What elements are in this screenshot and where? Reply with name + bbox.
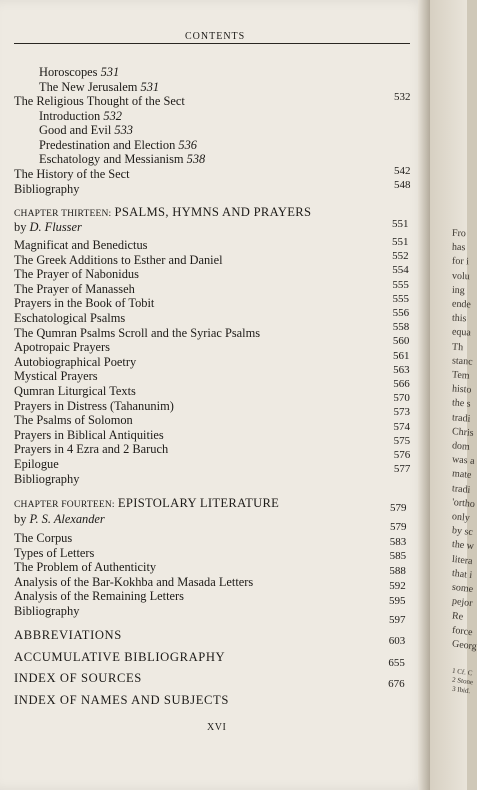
chapter-author: by P. S. Alexander bbox=[14, 512, 105, 526]
facing-page-fragment: litera bbox=[451, 553, 474, 567]
toc-entry: Bibliography bbox=[14, 182, 80, 196]
toc-entry: The Problem of Authenticity bbox=[14, 560, 157, 575]
facing-page bbox=[430, 0, 477, 790]
toc-entry: Mystical Prayers bbox=[14, 369, 98, 384]
facing-page-fragment: the s bbox=[451, 397, 471, 411]
facing-page-fragment: Fro bbox=[451, 227, 467, 240]
page-number: 551 bbox=[392, 236, 409, 248]
facing-page-fragment: ende bbox=[451, 298, 472, 311]
toc-entry: The Corpus bbox=[14, 531, 73, 545]
page-number: 552 bbox=[392, 250, 409, 263]
page-number: 554 bbox=[392, 264, 409, 277]
page-number: 577 bbox=[393, 463, 411, 476]
facing-page-fragment: equa bbox=[451, 326, 472, 339]
page-number: 555 bbox=[392, 278, 409, 291]
facing-page-fragment: histo bbox=[451, 383, 472, 396]
page-number: 570 bbox=[393, 392, 410, 405]
page-number: 595 bbox=[389, 594, 406, 607]
toc-entry: The New Jerusalem 531 bbox=[39, 80, 160, 94]
toc-entry: Magnificat and Benedictus bbox=[14, 238, 148, 252]
toc-entry: The Religious Thought of the Sect bbox=[14, 94, 185, 108]
page-footer-number: XVI bbox=[207, 722, 227, 733]
facing-page-fragment: Chris bbox=[451, 425, 475, 439]
chapter-heading: CHAPTER THIRTEEN: PSALMS, HYMNS AND PRAYERS bbox=[14, 205, 312, 219]
facing-page-fragment: tradi bbox=[451, 482, 471, 496]
facing-page-fragment: was a bbox=[451, 454, 475, 468]
facing-page-fragment: force bbox=[451, 624, 474, 638]
page-number: 592 bbox=[389, 579, 406, 592]
facing-page-fragment: ing bbox=[451, 284, 466, 297]
facing-page-fragment: for i bbox=[451, 256, 470, 268]
toc-entry: The Prayer of Nabonidus bbox=[14, 267, 139, 282]
page-number: 566 bbox=[393, 378, 410, 390]
toc-entry: INDEX OF NAMES AND SUBJECTS bbox=[14, 692, 229, 707]
toc-entry: Prayers in Distress (Tahanunim) bbox=[14, 398, 174, 413]
page-number: 532 bbox=[394, 91, 411, 103]
facing-page-fragment: dom bbox=[451, 440, 471, 453]
facing-page-fragment: tradi bbox=[451, 411, 471, 425]
facing-page-fragment: 3 Ibid. bbox=[451, 684, 471, 696]
facing-page-fragment: by sc bbox=[451, 525, 474, 539]
page-number: 542 bbox=[394, 165, 411, 177]
facing-page-fragment: this bbox=[451, 312, 467, 325]
page-number: 573 bbox=[393, 406, 410, 419]
toc-entry: INDEX OF SOURCES bbox=[14, 671, 142, 685]
page-number: 563 bbox=[393, 363, 410, 376]
toc-entry: Analysis of the Bar-Kokhba and Masada Letters bbox=[14, 574, 254, 589]
toc-entry: Apotropaic Prayers bbox=[14, 340, 110, 355]
facing-page-fragment: 1 Cf. C bbox=[451, 666, 473, 678]
page-number: 583 bbox=[389, 535, 407, 548]
page-number: 575 bbox=[393, 434, 411, 447]
toc-entry: The Psalms of Solomon bbox=[14, 413, 133, 428]
page-number: 556 bbox=[392, 307, 410, 319]
toc-entry: Bibliography bbox=[14, 471, 80, 486]
facing-page-fragment: 'ortho bbox=[451, 496, 476, 510]
toc-entry: The Greek Additions to Esther and Daniel bbox=[14, 252, 223, 267]
toc-entry: Prayers in the Book of Tobit bbox=[14, 296, 155, 311]
facing-page-fragment: 2 Stone bbox=[451, 675, 474, 687]
toc-entry: ACCUMULATIVE BIBLIOGRAPHY bbox=[14, 649, 226, 664]
facing-page-fragment: the w bbox=[451, 539, 475, 553]
page-number: 555 bbox=[392, 292, 409, 305]
toc-entry: Types of Letters bbox=[14, 545, 95, 560]
toc-entry: Qumran Liturgical Texts bbox=[14, 384, 136, 398]
page-number: 597 bbox=[389, 614, 406, 626]
running-header: CONTENTS bbox=[185, 31, 246, 42]
page-number: 585 bbox=[389, 550, 407, 563]
page-number: 548 bbox=[394, 179, 411, 191]
page-number: 551 bbox=[392, 218, 409, 230]
page-number: 603 bbox=[388, 635, 406, 648]
toc-entry: Prayers in 4 Ezra and 2 Baruch bbox=[14, 442, 169, 457]
toc-entry: Eschatological Psalms bbox=[14, 311, 126, 325]
toc-entry: The Qumran Psalms Scroll and the Syriac Psalms bbox=[14, 325, 261, 340]
facing-page-fragment: Tem bbox=[451, 369, 470, 382]
header-rule bbox=[14, 43, 410, 44]
facing-page-fragment: volu bbox=[451, 270, 471, 282]
page-number: 561 bbox=[392, 349, 410, 362]
facing-page-fragment: that i bbox=[451, 567, 473, 581]
facing-page-fragment: pejor bbox=[451, 596, 474, 610]
page-number: 574 bbox=[393, 420, 411, 433]
toc-entry: The Prayer of Manasseh bbox=[14, 281, 135, 296]
page-number: 579 bbox=[390, 521, 407, 533]
page-number: 560 bbox=[392, 335, 410, 348]
toc-entry: The History of the Sect bbox=[14, 167, 130, 181]
facing-page-fragment: only bbox=[451, 511, 471, 524]
chapter-author: by D. Flusser bbox=[14, 220, 82, 234]
toc-subentry: Predestination and Election 536 bbox=[39, 138, 197, 152]
facing-page-fragment: stanc bbox=[451, 355, 473, 368]
toc-entry: ABBREVIATIONS bbox=[14, 628, 122, 642]
toc-entry: Bibliography bbox=[14, 604, 80, 618]
toc-entry: Autobiographical Poetry bbox=[14, 354, 137, 369]
toc-entry: Prayers in Biblical Antiquities bbox=[14, 427, 164, 442]
facing-page-fragment: Georg bbox=[451, 638, 477, 653]
facing-page-fragment: Th bbox=[451, 341, 464, 353]
toc-subentry: Introduction 532 bbox=[39, 109, 122, 123]
facing-page-fragment: has bbox=[451, 241, 466, 254]
page-number: 558 bbox=[392, 321, 410, 334]
page-number: 676 bbox=[388, 677, 405, 690]
toc-subentry: Eschatology and Messianism 538 bbox=[39, 152, 206, 166]
page-number: 576 bbox=[393, 449, 411, 461]
facing-page-fragment: mate bbox=[451, 468, 472, 482]
toc-entry: Analysis of the Remaining Letters bbox=[14, 589, 184, 604]
toc-subentry: Good and Evil 533 bbox=[39, 123, 133, 137]
chapter-heading: CHAPTER FOURTEEN: EPISTOLARY LITERATURE bbox=[14, 496, 280, 510]
facing-page-fragment: Re bbox=[451, 610, 464, 624]
page-number: 655 bbox=[388, 656, 405, 669]
toc-entry: Epilogue bbox=[14, 457, 59, 471]
page-number: 579 bbox=[390, 502, 407, 514]
toc-entry: Horoscopes 531 bbox=[39, 65, 120, 79]
page-number: 588 bbox=[389, 565, 406, 578]
facing-page-fragment: some bbox=[451, 581, 474, 596]
